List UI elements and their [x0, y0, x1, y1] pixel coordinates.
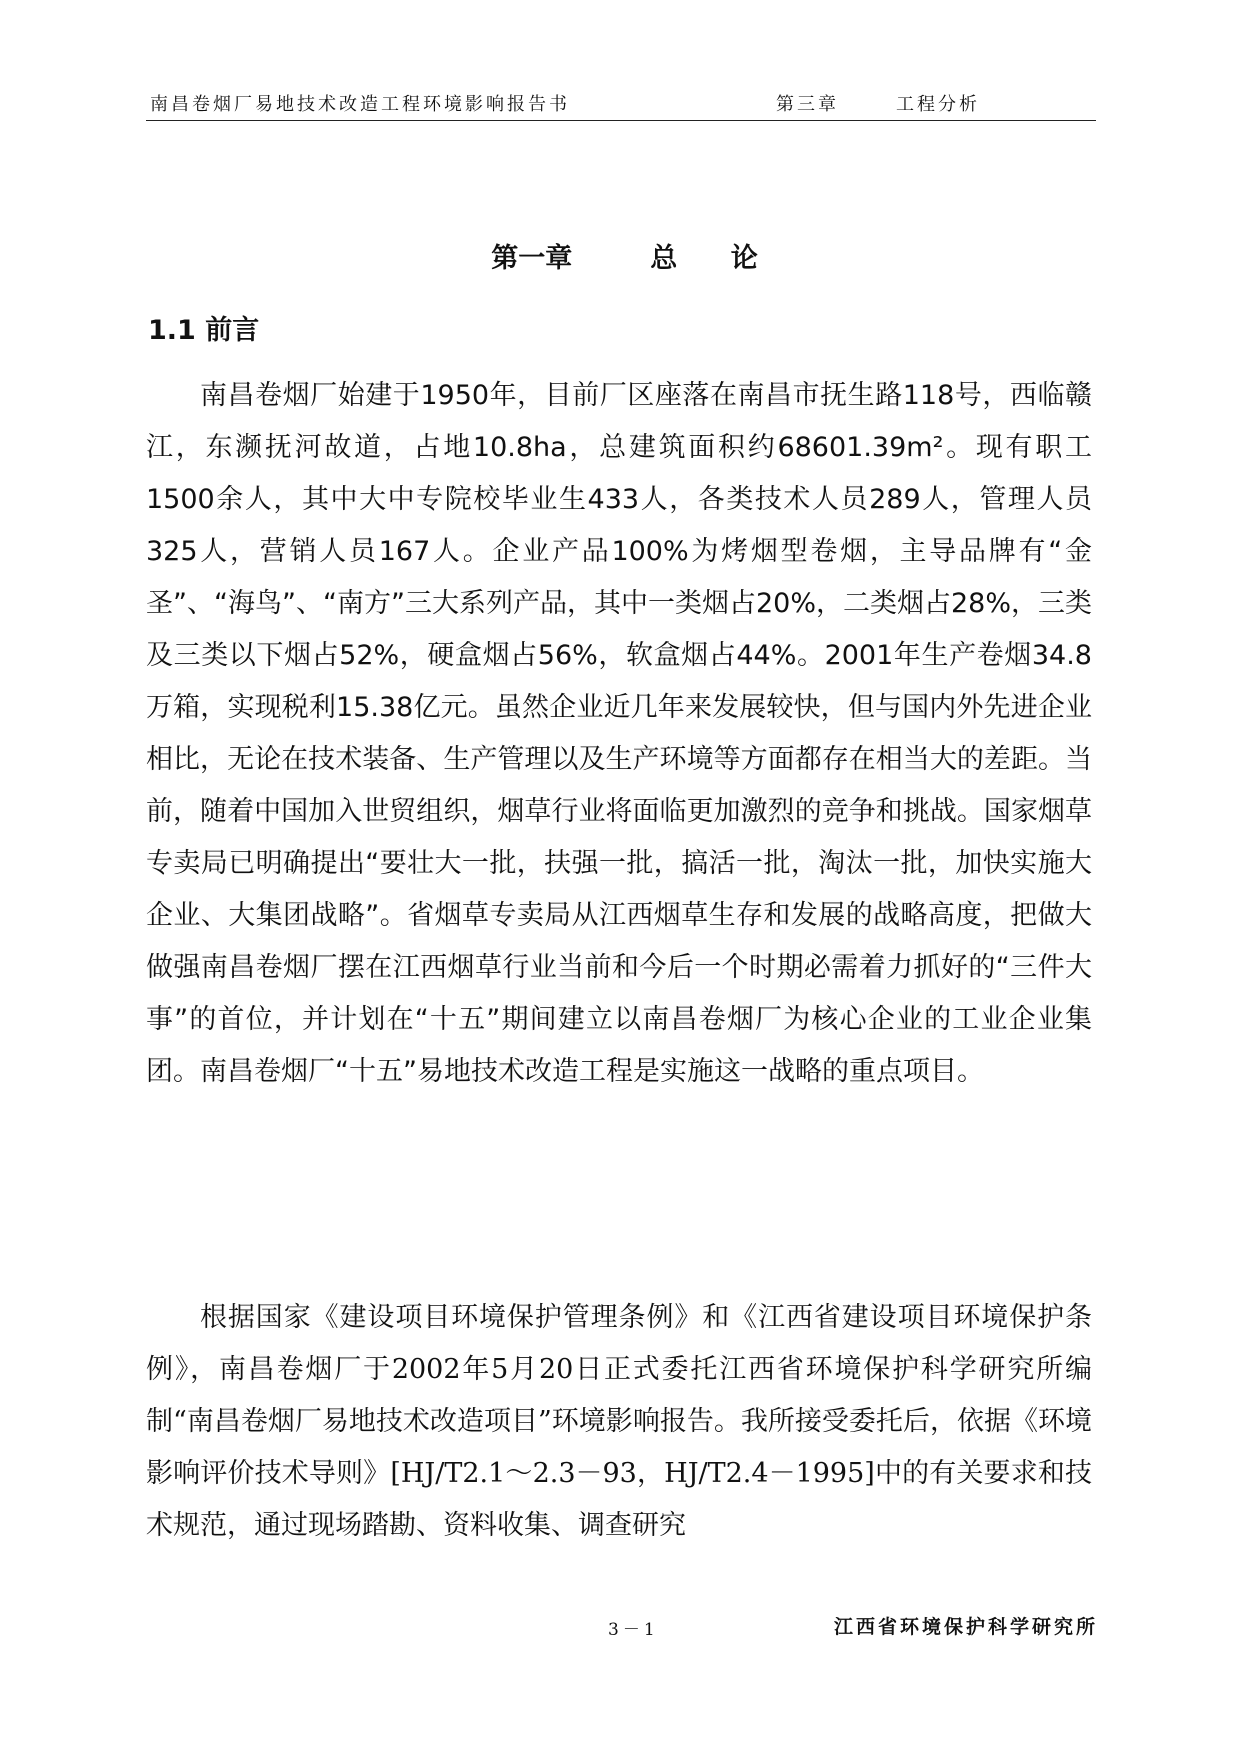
chapter-number: 第一章	[491, 243, 573, 274]
chapter-name: 总 论	[650, 243, 780, 274]
body-paragraph: 南昌卷烟厂始建于1950年，目前厂区座落在南昌市抚生路118号，西临赣江，东濒抚河故道，占地10.8ha，总建筑面积约68601.39m²。现有职工1500余人，其中大中专院校毕业生433人，各类技术人员289人，管理人员325人，营销人员167人。企业产品100%为烤烟型卷烟，主导品牌有“金圣”、“海鸟”、“南方”三大系列产品，其中一类烟占20%，二类烟占28%，三类及三类以下烟占52%，硬盒烟占56%，软盒烟占44%。2001年生产卷烟34.8万箱，实现税利15.38亿元。虽然企业近几年来发展较快，但与国内外先进企业相比，无论在技术装备、生产管理以及生产环境等方面都存在相当大的差距。当前，随着中国加入世贸组织，烟草行业将面临更加激烈的竞争和挑战。国家烟草专卖局已明确提出“要壮大一批，扶强一批，搞活一批，淘汰一批，加快实施大企业、大集团战略”。省烟草专卖局从江西烟草生存和发展的战略高度，把做大做强南昌卷烟厂摆在江西烟草行业当前和今后一个时期必需着力抓好的“三件大事”的首位，并计划在“十五”期间建立以南昌卷烟厂为核心企业的工业企业集团。南昌卷烟厂“十五”易地技术改造工程是实施这一战略的重点项目。	[146, 380, 1092, 1087]
footer-organization: 江西省环境保护科学研究所	[834, 1616, 1099, 1638]
page-number: 3－1	[608, 1620, 659, 1640]
section-heading: 1.1 前言	[148, 315, 260, 346]
body-paragraph: 根据国家《建设项目环境保护管理条例》和《江西省建设项目环境保护条例》，南昌卷烟厂于2002年5月20日正式委托江西省环境保护科学研究所编制“南昌卷烟厂易地技术改造项目”环境影响报告。我所接受委托后，依据《环境影响评价技术导则》[HJ/T2.1～2.3－93，HJ/T2.4－1995]中的有关要求和技术规范，通过现场踏勘、资料收集、调查研究	[146, 1302, 1092, 1541]
header-section: 工程分析	[896, 94, 980, 115]
chapter-title	[0, 236, 1241, 275]
header-chapter: 第三章	[776, 94, 839, 115]
page-header	[146, 86, 1096, 121]
report-title: 南昌卷烟厂易地技术改造工程环境影响报告书	[150, 94, 570, 115]
